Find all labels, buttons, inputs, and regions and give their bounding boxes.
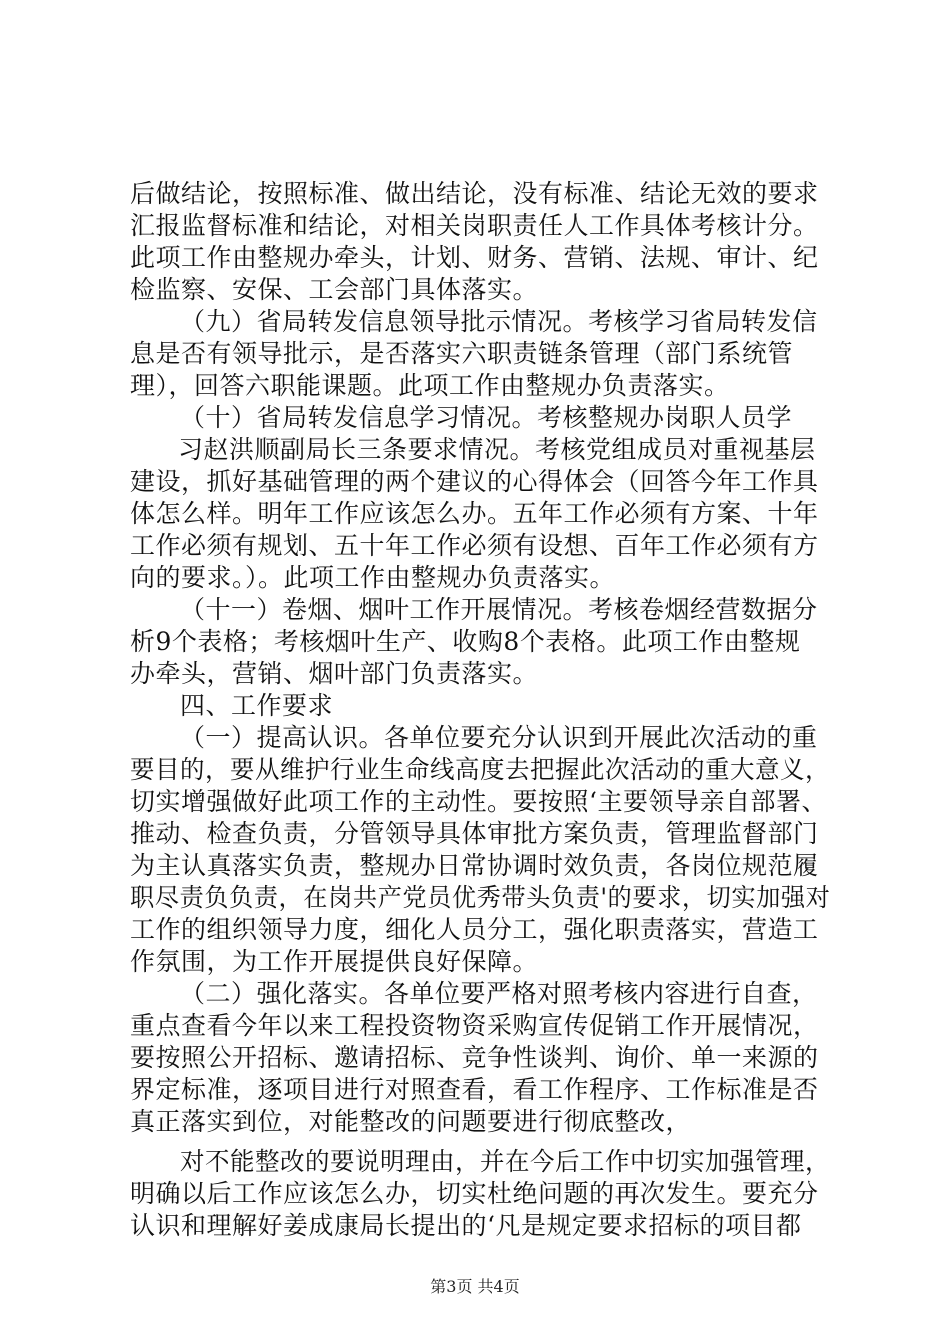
text-line: 此项工作由整规办牵头，计划、财务、营销、法规、审计、纪 <box>130 243 819 272</box>
text-line: 要按照公开招标、邀请招标、竞争性谈判、询价、单一来源的 <box>130 1043 819 1072</box>
text-line: 后做结论，按照标准、做出结论，没有标准、结论无效的要求 <box>130 179 819 208</box>
text-line: 对不能整改的要说明理由，并在今后工作中切实加强管理， <box>180 1147 831 1176</box>
text-line: 建设，抓好基础管理的两个建议的心得体会（回答今年工作具 <box>130 467 819 496</box>
text-line: 息是否有领导批示，是否落实六职责链条管理（部门系统管 <box>130 339 794 368</box>
section-heading: 四、工作要求 <box>180 691 334 720</box>
text-line: 重点查看今年以来工程投资物资采购宣传促销工作开展情况， <box>130 1011 819 1040</box>
text-line: （十）省局转发信息学习情况。考核整规办岗职人员学 <box>180 403 793 432</box>
text-line: 明确以后工作应该怎么办，切实杜绝问题的再次发生。要充分 <box>130 1179 819 1208</box>
text-line: 向的要求。）。此项工作由整规办负责落实。 <box>130 563 616 592</box>
text-line: （十一）卷烟、烟叶工作开展情况。考核卷烟经营数据分 <box>180 595 818 624</box>
text-line: 职尽责负负责，在岗共产党员优秀带头负责'的要求，切实加强对 <box>130 883 831 912</box>
text-line: 习赵洪顺副局长三条要求情况。考核党组成员对重视基层 <box>178 435 816 464</box>
text-line: 作氛围，为工作开展提供良好保障。 <box>130 947 539 976</box>
text-line: （二）强化落实。各单位要严格对照考核内容进行自查， <box>180 979 818 1008</box>
text-line: 检监察、安保、工会部门具体落实。 <box>130 275 539 304</box>
page-number-footer: 第3页 共4页 <box>430 1277 520 1296</box>
text-line: 办牵头，营销、烟叶部门负责落实。 <box>130 659 539 688</box>
text-line: （九）省局转发信息领导批示情况。考核学习省局转发信 <box>180 307 818 336</box>
text-line: 要目的，要从维护行业生命线高度去把握此次活动的重大意义， <box>130 755 831 784</box>
text-line: 析9个表格；考核烟叶生产、收购8个表格。此项工作由整规 <box>130 627 801 656</box>
text-line: （一）提高认识。各单位要充分认识到开展此次活动的重 <box>180 723 818 752</box>
text-line: 为主认真落实负责，整规办日常协调时效负责，各岗位规范履 <box>130 851 819 880</box>
text-line: 界定标准，逐项目进行对照查看，看工作程序、工作标准是否 <box>130 1075 819 1104</box>
text-line: 真正落实到位，对能整改的问题要进行彻底整改， <box>130 1107 692 1136</box>
text-line: 理），回答六职能课题。此项工作由整规办负责落实。 <box>130 371 730 400</box>
text-line: 认识和理解好姜成康局长提出的‘凡是规定要求招标的项目都 <box>130 1211 802 1240</box>
text-line: 体怎么样。明年工作应该怎么办。五年工作必须有方案、十年 <box>130 499 819 528</box>
text-line: 工作的组织领导力度，细化人员分工，强化职责落实，营造工 <box>130 915 819 944</box>
text-line: 推动、检查负责，分管领导具体审批方案负责，管理监督部门 <box>130 819 819 848</box>
text-line: 汇报监督标准和结论，对相关岗职责任人工作具体考核计分。 <box>130 211 819 240</box>
text-line: 工作必须有规划、五十年工作必须有设想、百年工作必须有方 <box>130 531 819 560</box>
text-line: 切实增强做好此项工作的主动性。要按照‘主要领导亲自部署、 <box>130 787 827 816</box>
